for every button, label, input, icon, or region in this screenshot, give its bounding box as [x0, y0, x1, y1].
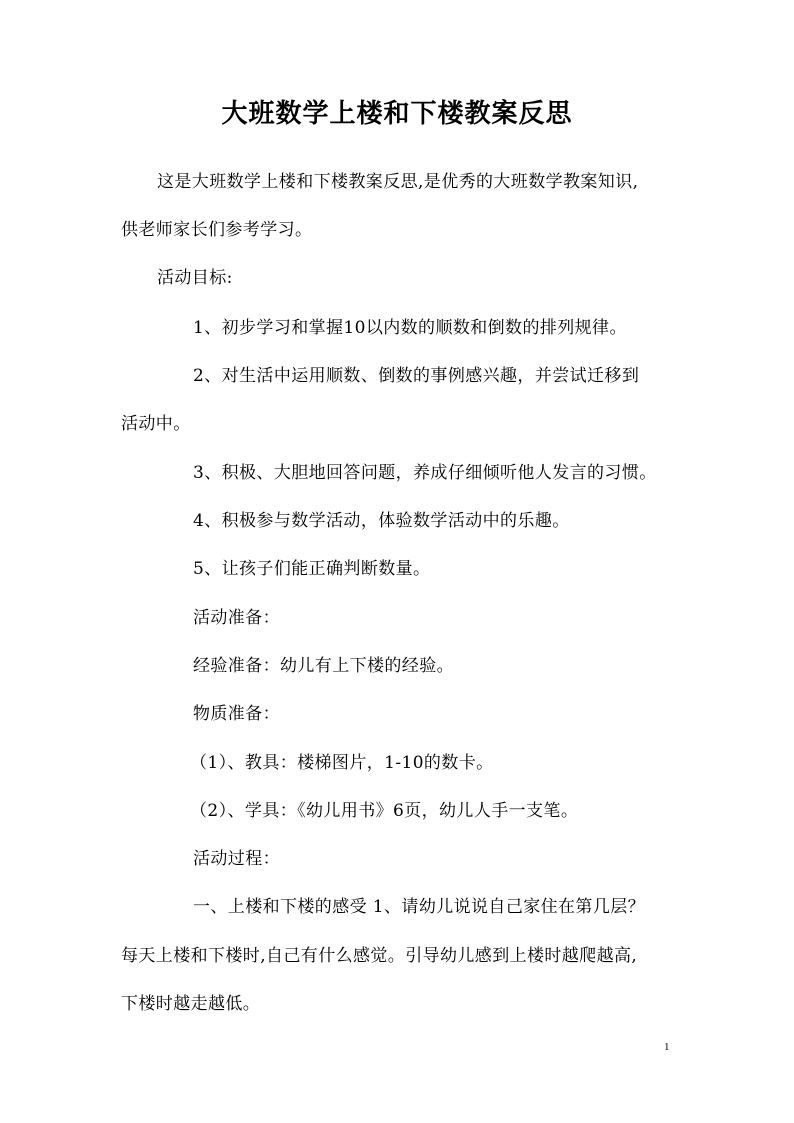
- process-step-1-line-1: 一、上楼和下楼的感受 1、请幼儿说说自己家住在第几层？: [193, 897, 646, 917]
- process-step-1-line-2: 每天上楼和下楼时,自己有什么感觉。引导幼儿感到上楼时越爬越高,: [121, 946, 638, 966]
- intro-line-1: 这是大班数学上楼和下楼教案反思,是优秀的大班数学教案知识,: [157, 172, 639, 192]
- process-step-1-line-3: 下楼时越走越低。: [121, 994, 261, 1014]
- goal-item-1: 1、初步学习和掌握10以内数的顺数和倒数的排列规律。: [193, 318, 627, 338]
- section-heading-preparation: 活动准备：: [193, 608, 280, 628]
- goal-item-5: 5、让孩子们能正确判断数量。: [193, 559, 431, 579]
- page-number: 1: [664, 1041, 670, 1053]
- goal-item-4: 4、积极参与数学活动，体验数学活动中的乐趣。: [193, 511, 570, 531]
- section-heading-goals: 活动目标:: [157, 268, 233, 288]
- material-item-1: （1）、教具：楼梯图片，1-10的数卡。: [190, 753, 494, 773]
- goal-item-2-line-2: 活动中。: [121, 414, 191, 434]
- experience-preparation: 经验准备：幼儿有上下楼的经验。: [193, 656, 454, 676]
- goal-item-3: 3、积极、大胆地回答问题，养成仔细倾听他人发言的习惯。: [193, 463, 657, 483]
- section-heading-process: 活动过程：: [193, 849, 280, 869]
- material-item-2: （2）、学具：《幼儿用书》6页，幼儿人手一支笔。: [190, 801, 579, 821]
- document-title: 大班数学上楼和下楼教案反思: [221, 99, 573, 129]
- intro-line-2: 供老师家长们参考学习。: [121, 220, 313, 240]
- material-preparation-heading: 物质准备：: [193, 704, 280, 724]
- goal-item-2-line-1: 2、对生活中运用顺数、倒数的事例感兴趣，并尝试迁移到: [193, 366, 640, 386]
